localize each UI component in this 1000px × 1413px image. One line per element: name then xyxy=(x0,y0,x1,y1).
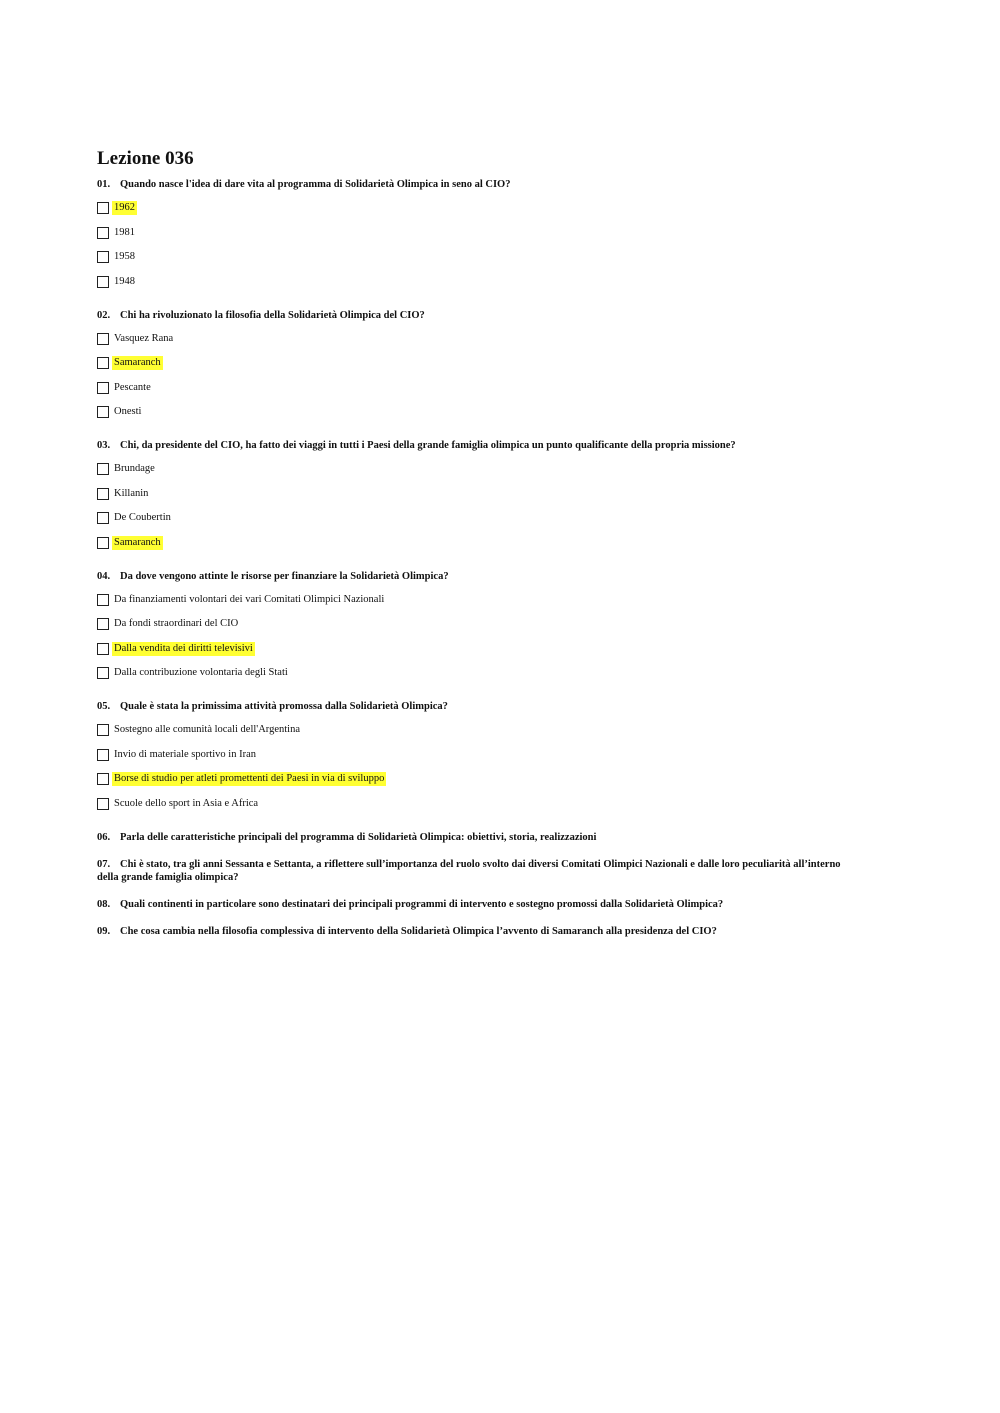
question-text xyxy=(97,700,857,713)
answer-label-highlighted: Borse di studio per atleti promettenti dei Paesi in via di sviluppo xyxy=(114,773,385,784)
answer-checkbox[interactable] xyxy=(97,798,109,810)
answer-option[interactable] xyxy=(97,250,857,264)
question-prompt: Quali continenti in particolare sono destinatari dei principali programmi di intervento e sostegno promossi dalla Solidarietà Olimpica? xyxy=(120,898,724,910)
lesson-title: Lezione 036 xyxy=(97,148,194,169)
answer-options xyxy=(97,332,857,420)
question-prompt: Chi è stato, tra gli anni Sessanta e Settanta, a riflettere sull’importanza del ruolo svolto dai diversi Comitati Olimpici Nazionali e dalle loro peculiarità all’interno della grande famiglia olimpica? xyxy=(97,858,841,883)
answer-option[interactable] xyxy=(97,332,857,346)
answer-label: 1958 xyxy=(114,251,135,262)
answer-label: 1948 xyxy=(114,275,135,287)
answer-option[interactable] xyxy=(97,381,857,395)
answer-label: Scuole dello sport in Asia e Africa xyxy=(114,797,259,809)
answer-label: De Coubertin xyxy=(114,512,171,523)
question-1 xyxy=(97,178,857,289)
answer-label: Pescante xyxy=(114,381,151,393)
question-4 xyxy=(97,570,857,681)
question-text xyxy=(97,439,857,452)
open-question-3 xyxy=(97,898,857,911)
question-prompt: Chi ha rivoluzionato la filosofia della Solidarietà Olimpica del CIO? xyxy=(120,309,425,321)
question-number: 06. xyxy=(97,831,111,843)
answer-label: 1981 xyxy=(114,226,135,238)
question-prompt: Quando nasce l'idea di dare vita al programma di Solidarietà Olimpica in seno al CIO? xyxy=(120,179,511,190)
question-prompt: Quale è stata la primissima attività promossa dalla Solidarietà Olimpica? xyxy=(120,701,448,712)
answer-checkbox[interactable] xyxy=(97,357,109,369)
answer-option[interactable] xyxy=(97,617,857,631)
answer-option[interactable] xyxy=(97,511,857,525)
answer-option[interactable] xyxy=(97,275,857,289)
answer-checkbox[interactable] xyxy=(97,202,109,214)
answer-option[interactable] xyxy=(97,748,857,762)
open-question-4 xyxy=(97,925,857,938)
answer-checkbox[interactable] xyxy=(97,333,109,345)
answer-options xyxy=(97,593,857,681)
question-number: 04. xyxy=(97,570,111,582)
answer-label-highlighted: Samaranch xyxy=(114,536,161,548)
question-text xyxy=(97,831,857,844)
question-number: 01. xyxy=(97,179,111,190)
answer-option[interactable] xyxy=(97,487,857,501)
answer-option[interactable] xyxy=(97,797,857,811)
question-text xyxy=(97,570,857,583)
question-2 xyxy=(97,309,857,420)
answer-checkbox[interactable] xyxy=(97,227,109,239)
answer-option[interactable] xyxy=(97,201,857,215)
answer-option[interactable] xyxy=(97,462,857,476)
answer-checkbox[interactable] xyxy=(97,251,109,263)
answer-options xyxy=(97,723,857,811)
question-prompt: Parla delle caratteristiche principali del programma di Solidarietà Olimpica: obiettivi, storia, realizzazioni xyxy=(120,831,597,843)
question-number: 07. xyxy=(97,858,111,870)
question-text xyxy=(97,898,857,911)
question-prompt: Che cosa cambia nella filosofia complessiva di intervento della Solidarietà Olimpica l’avvento di Samaranch alla presidenza del CIO? xyxy=(120,925,717,937)
answer-checkbox[interactable] xyxy=(97,463,109,475)
document-page xyxy=(97,148,857,952)
question-number: 02. xyxy=(97,309,111,321)
question-prompt: Da dove vengono attinte le risorse per finanziare la Solidarietà Olimpica? xyxy=(120,570,449,582)
answer-label: Sostegno alle comunità locali dell'Argentina xyxy=(114,724,300,735)
question-number: 08. xyxy=(97,898,111,910)
answer-checkbox[interactable] xyxy=(97,667,109,679)
question-text xyxy=(97,309,857,322)
answer-label: Da fondi straordinari del CIO xyxy=(114,618,239,629)
answer-label-highlighted: Dalla vendita dei diritti televisivi xyxy=(114,642,253,654)
answer-options xyxy=(97,462,857,550)
question-3 xyxy=(97,439,857,550)
answer-option[interactable] xyxy=(97,772,857,786)
answer-label: Dalla contribuzione volontaria degli Stati xyxy=(114,667,288,678)
answer-option[interactable] xyxy=(97,536,857,550)
answer-checkbox[interactable] xyxy=(97,594,109,606)
answer-option[interactable] xyxy=(97,642,857,656)
answer-checkbox[interactable] xyxy=(97,773,109,785)
answer-option[interactable] xyxy=(97,356,857,370)
answer-option[interactable] xyxy=(97,226,857,240)
answer-checkbox[interactable] xyxy=(97,537,109,549)
answer-label: Brundage xyxy=(114,463,155,474)
answer-options xyxy=(97,201,857,289)
answer-checkbox[interactable] xyxy=(97,512,109,524)
answer-option[interactable] xyxy=(97,666,857,680)
question-number: 09. xyxy=(97,925,111,937)
answer-label: Vasquez Rana xyxy=(114,332,174,344)
answer-label: Killanin xyxy=(114,487,149,499)
answer-label: Da finanziamenti volontari dei vari Comitati Olimpici Nazionali xyxy=(114,593,385,605)
answer-option[interactable] xyxy=(97,593,857,607)
answer-label-highlighted: Samaranch xyxy=(114,357,161,368)
question-text xyxy=(97,925,857,938)
open-questions-section xyxy=(97,831,857,938)
open-question-1 xyxy=(97,831,857,844)
answer-checkbox[interactable] xyxy=(97,488,109,500)
answer-label: Invio di materiale sportivo in Iran xyxy=(114,748,257,760)
answer-checkbox[interactable] xyxy=(97,382,109,394)
question-number: 03. xyxy=(97,440,111,451)
answer-label-highlighted: 1962 xyxy=(114,202,135,213)
answer-checkbox[interactable] xyxy=(97,643,109,655)
question-number: 05. xyxy=(97,701,111,712)
answer-checkbox[interactable] xyxy=(97,724,109,736)
question-text xyxy=(97,178,857,191)
question-5 xyxy=(97,700,857,811)
answer-checkbox[interactable] xyxy=(97,276,109,288)
answer-checkbox[interactable] xyxy=(97,406,109,418)
question-prompt: Chi, da presidente del CIO, ha fatto dei viaggi in tutti i Paesi della grande famiglia olimpica un punto qualificante della propria missione? xyxy=(120,440,736,451)
question-text xyxy=(97,858,857,884)
answer-checkbox[interactable] xyxy=(97,618,109,630)
answer-option[interactable] xyxy=(97,723,857,737)
answer-label: Onesti xyxy=(114,406,142,417)
open-question-2 xyxy=(97,858,857,884)
answer-option[interactable] xyxy=(97,405,857,419)
answer-checkbox[interactable] xyxy=(97,749,109,761)
multiple-choice-section xyxy=(97,178,857,811)
